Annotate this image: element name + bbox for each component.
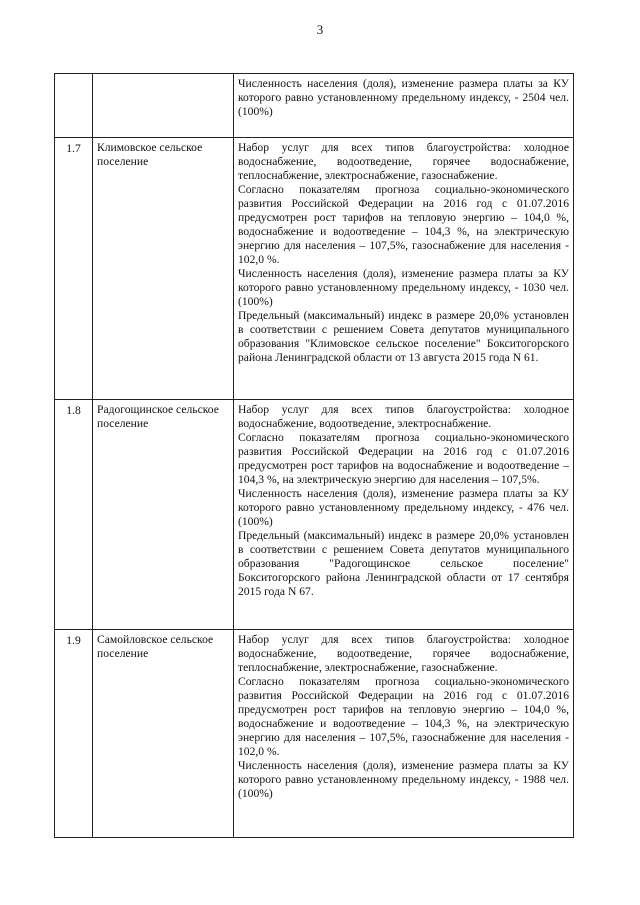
description-cell bbox=[234, 400, 574, 630]
paragraph: Численность населения (доля), изменение размера платы за КУ которого равно установленному предельному индексу, - 476 чел. (100%) bbox=[238, 487, 569, 528]
tariff-table bbox=[54, 73, 574, 838]
paragraph: Численность населения (доля), изменение размера платы за КУ которого равно установленному предельному индексу, - 1030 чел. (100%) bbox=[238, 267, 569, 308]
table-row bbox=[55, 630, 574, 838]
paragraph: Набор услуг для всех типов благоустройства: холодное водоснабжение, водоотведение, горячее водоснабжение, теплоснабжение, электроснабжение, газоснабжение. bbox=[238, 141, 569, 182]
settlement-name-cell bbox=[93, 74, 234, 138]
settlement-name-cell: Самойловское сельское поселение bbox=[93, 630, 234, 838]
page-number: 3 bbox=[316, 22, 324, 37]
paragraph: Согласно показателям прогноза социально-экономического развития Российской Федерации на 2016 год с 01.07.2016 предусмотрен рост тарифов на тепловую энергию – 104,0 %, водоснабжение и водоотведение – 104,3 %, на электрическую энергию для населения – 107,5%, газоснабжение для населения - 102,0 %. bbox=[238, 183, 569, 266]
paragraph: Согласно показателям прогноза социально-экономического развития Российской Федерации на 2016 год с 01.07.2016 предусмотрен рост тарифов на тепловую энергию – 104,0 %, водоснабжение и водоотведение – 104,3 %, на электрическую энергию для населения – 107,5%, газоснабжение для населения - 102,0 %. bbox=[238, 675, 569, 758]
settlement-name-cell: Климовское сельское поселение bbox=[93, 138, 234, 400]
paragraph: Численность населения (доля), изменение размера платы за КУ которого равно установленному предельному индексу, - 1988 чел. (100%) bbox=[238, 759, 569, 800]
settlement-name-cell: Радогощинское сельское поселение bbox=[93, 400, 234, 630]
table-row bbox=[55, 400, 574, 630]
description-cell bbox=[234, 630, 574, 838]
row-number-cell: 1.9 bbox=[55, 630, 93, 838]
paragraph: Численность населения (доля), изменение размера платы за КУ которого равно установленному предельному индексу, - 2504 чел. (100%) bbox=[238, 77, 569, 118]
paragraph: Набор услуг для всех типов благоустройства: холодное водоснабжение, водоотведение, горячее водоснабжение, теплоснабжение, электроснабжение, газоснабжение. bbox=[238, 633, 569, 674]
paragraph: Предельный (максимальный) индекс в размере 20,0% установлен в соответствии с решением Совета депутатов муниципального образования "Радогощинское сельское поселение" Бокситогорского района Ленинградской области от 17 сентября 2015 года N 67. bbox=[238, 529, 569, 598]
row-number-cell bbox=[55, 74, 93, 138]
table-row bbox=[55, 138, 574, 400]
paragraph: Согласно показателям прогноза социально-экономического развития Российской Федерации на 2016 год с 01.07.2016 предусмотрен рост тарифов на водоснабжение и водоотведение – 104,3 %, на электрическую энергию для населения – 107,5%. bbox=[238, 431, 569, 486]
row-number-cell: 1.7 bbox=[55, 138, 93, 400]
table-row bbox=[55, 74, 574, 138]
row-number-cell: 1.8 bbox=[55, 400, 93, 630]
paragraph: Предельный (максимальный) индекс в размере 20,0% установлен в соответствии с решением Совета депутатов муниципального образования "Климовское сельское поселение" Бокситогорского района Ленинградской области от 13 августа 2015 года N 61. bbox=[238, 309, 569, 364]
description-cell bbox=[234, 138, 574, 400]
description-cell bbox=[234, 74, 574, 138]
paragraph: Набор услуг для всех типов благоустройства: холодное водоснабжение, водоотведение, электроснабжение. bbox=[238, 403, 569, 430]
